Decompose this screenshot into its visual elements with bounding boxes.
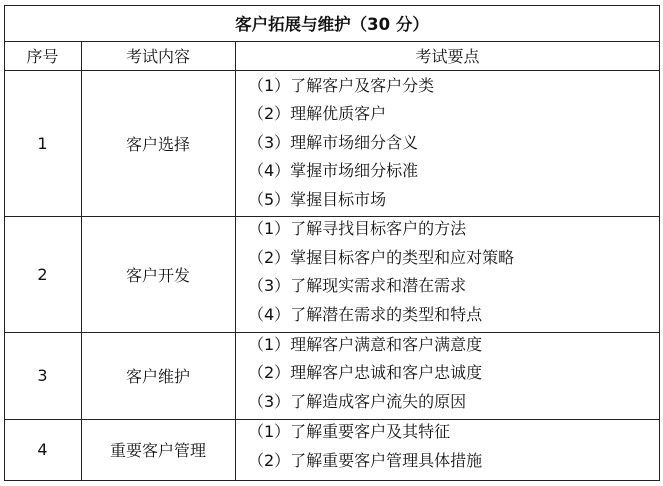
table-title: 客户拓展与维护（30 分） — [235, 15, 429, 34]
row2-point: （2）掌握目标客户的类型和应对策略 — [248, 248, 515, 267]
row1-point: （2）理解优质客户 — [248, 104, 387, 123]
row2-content: 客户开发 — [125, 265, 190, 285]
row4-content: 重要客户管理 — [109, 441, 206, 460]
row4-point: （2）了解重要客户管理具体措施 — [248, 451, 483, 470]
row2-point: （3）了解现实需求和潜在需求 — [248, 276, 467, 295]
row1-point: （4）掌握市场细分标准 — [248, 161, 419, 180]
row3-point: （1）理解客户满意和客户满意度 — [248, 335, 483, 354]
row1-no: 1 — [37, 133, 48, 153]
row4-point: （1）了解重要客户及其特征 — [248, 422, 451, 441]
row3-no: 3 — [37, 366, 48, 385]
header-no: 序号 — [26, 47, 59, 66]
col-rule-2 — [235, 41, 236, 481]
header-points: 考试要点 — [415, 47, 480, 66]
row1-point: （5）掌握目标市场 — [248, 190, 387, 209]
row3-point: （2）理解客户忠诚和客户忠诚度 — [248, 363, 483, 382]
row4-no: 4 — [37, 440, 48, 459]
row1-content: 客户选择 — [125, 134, 190, 154]
row3-point: （3）了解造成客户流失的原因 — [248, 392, 467, 411]
exam-table — [4, 5, 660, 481]
row2-point: （1）了解寻找目标客户的方法 — [248, 219, 467, 238]
border-bottom — [4, 480, 660, 481]
row1-point: （3）理解市场细分含义 — [248, 133, 419, 152]
header-content: 考试内容 — [125, 47, 190, 66]
border-right — [659, 5, 660, 481]
row1-point: （1）了解客户及客户分类 — [248, 76, 435, 95]
row3-content: 客户维护 — [125, 367, 190, 386]
row2-no: 2 — [37, 264, 48, 284]
row2-point: （4）了解潜在需求的类型和特点 — [248, 305, 483, 324]
